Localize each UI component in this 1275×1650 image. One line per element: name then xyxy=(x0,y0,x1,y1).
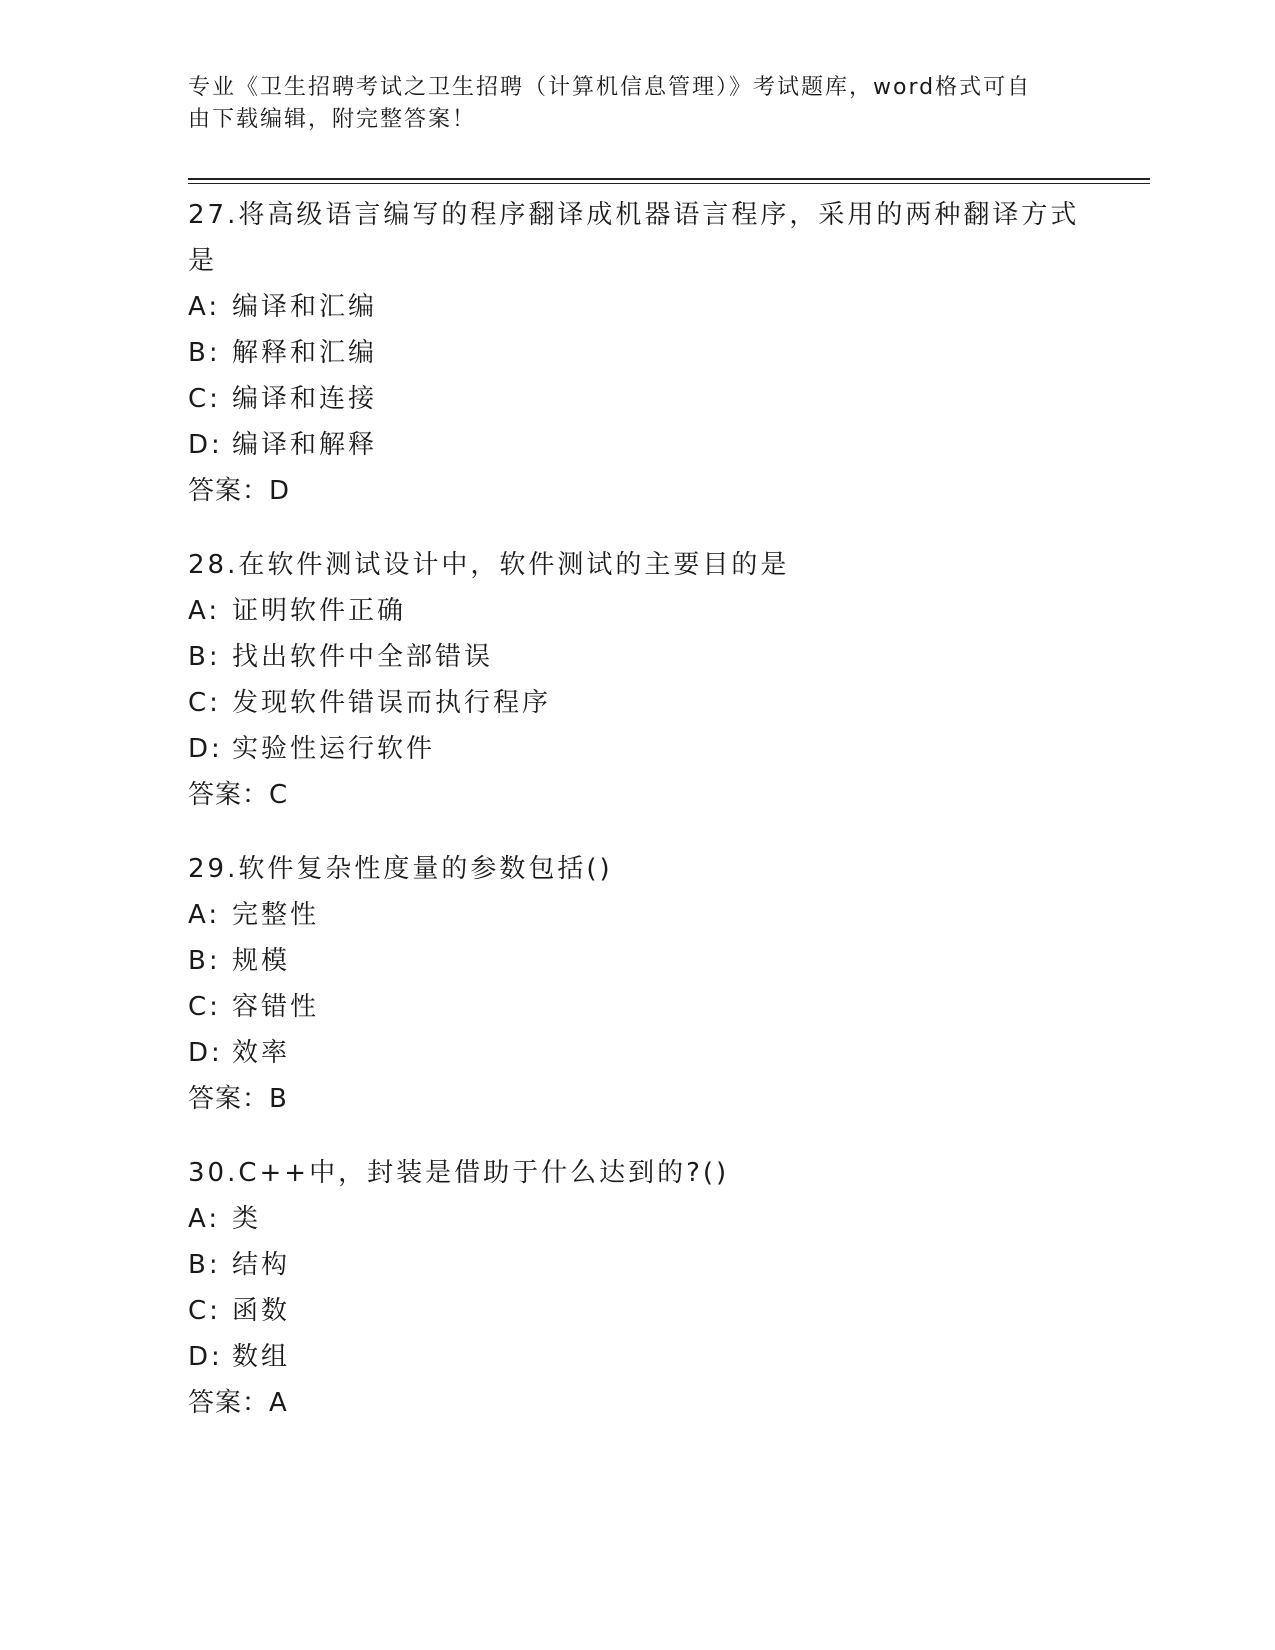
option-key: C: xyxy=(188,688,221,718)
option-key: D: xyxy=(188,734,223,764)
option-text: 结构 xyxy=(232,1250,291,1280)
option-b xyxy=(188,330,1088,376)
option-key: C: xyxy=(188,1296,221,1326)
option-b xyxy=(188,634,1088,680)
option-text: 容错性 xyxy=(232,992,320,1022)
option-text: 编译和连接 xyxy=(232,384,378,414)
option-key: A: xyxy=(188,900,221,930)
option-text: 编译和汇编 xyxy=(232,292,378,322)
option-key: B: xyxy=(188,1250,221,1280)
option-text: 函数 xyxy=(232,1296,291,1326)
header-divider-thick xyxy=(188,178,1150,180)
option-d xyxy=(188,422,1088,468)
option-key: B: xyxy=(188,642,221,672)
option-text: 数组 xyxy=(232,1342,291,1372)
option-a xyxy=(188,892,1088,938)
option-text: 找出软件中全部错误 xyxy=(232,642,494,672)
option-key: C: xyxy=(188,384,221,414)
answer-line: 答案：A xyxy=(188,1388,288,1418)
option-key: D: xyxy=(188,430,223,460)
question-text: 27.将高级语言编写的程序翻译成机器语言程序，采用的两种翻译方式是 xyxy=(188,200,1080,276)
option-b xyxy=(188,1242,1088,1288)
header-line-1: 专业《卫生招聘考试之卫生招聘（计算机信息管理）》考试题库，word格式可自 xyxy=(188,75,1032,100)
option-c xyxy=(188,1288,1088,1334)
option-text: 发现软件错误而执行程序 xyxy=(232,688,552,718)
option-c xyxy=(188,680,1088,726)
option-text: 证明软件正确 xyxy=(232,596,407,626)
option-b xyxy=(188,938,1088,984)
option-text: 解释和汇编 xyxy=(232,338,378,368)
option-text: 效率 xyxy=(232,1038,291,1068)
question-item xyxy=(188,192,1088,514)
option-a xyxy=(188,588,1088,634)
option-key: A: xyxy=(188,1204,221,1234)
question-item xyxy=(188,542,1088,818)
option-d xyxy=(188,726,1088,772)
header-line-2: 由下载编辑，附完整答案！ xyxy=(188,107,477,132)
answer-line: 答案：B xyxy=(188,1084,288,1114)
option-text: 编译和解释 xyxy=(232,430,378,460)
option-text: 完整性 xyxy=(232,900,320,930)
option-key: D: xyxy=(188,1038,223,1068)
question-item xyxy=(188,1150,1088,1426)
option-text: 规模 xyxy=(232,946,291,976)
option-d xyxy=(188,1334,1088,1380)
question-text: 29.软件复杂性度量的参数包括() xyxy=(188,854,613,884)
option-c xyxy=(188,984,1088,1030)
option-key: A: xyxy=(188,596,221,626)
option-a xyxy=(188,1196,1088,1242)
option-text: 实验性运行软件 xyxy=(232,734,436,764)
option-key: A: xyxy=(188,292,221,322)
option-key: B: xyxy=(188,338,221,368)
answer-line: 答案：C xyxy=(188,780,289,810)
option-key: B: xyxy=(188,946,221,976)
document-header xyxy=(188,72,1068,136)
question-text: 30.C++中，封装是借助于什么达到的?() xyxy=(188,1158,730,1188)
question-text: 28.在软件测试设计中，软件测试的主要目的是 xyxy=(188,550,790,580)
option-key: D: xyxy=(188,1342,223,1372)
option-a xyxy=(188,284,1088,330)
question-item xyxy=(188,846,1088,1122)
option-d xyxy=(188,1030,1088,1076)
answer-line: 答案：D xyxy=(188,476,291,506)
option-text: 类 xyxy=(232,1204,262,1234)
header-divider-thin xyxy=(188,183,1150,184)
option-key: C: xyxy=(188,992,221,1022)
question-list xyxy=(188,192,1088,1454)
option-c xyxy=(188,376,1088,422)
